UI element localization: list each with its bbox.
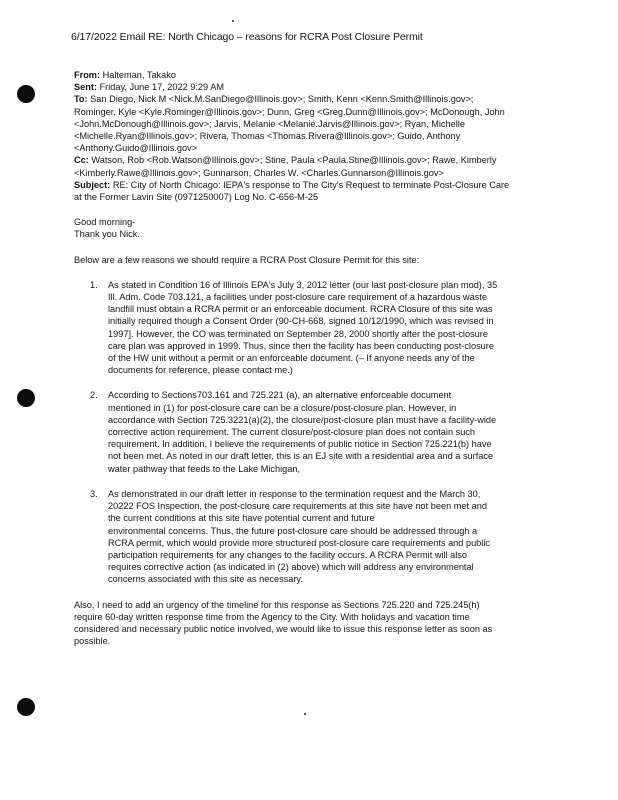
item-text-line: requirement. In addition, I believe the requirements of public notice in Section 725.221(b) have [108, 439, 492, 450]
closing-text-line: require 60-day written response time from the Agency to the City. With holidays and vacation time [74, 611, 470, 622]
item-text-line: water pathway that feeds to the Lake Michigan, [108, 463, 301, 474]
item-text-line: participation requirements for any changes to the facility occurs. A RCRA Permit will also [108, 549, 467, 560]
binder-hole [17, 389, 35, 407]
sent-label: Sent: [74, 82, 97, 93]
cc-line [74, 154, 574, 166]
cc-recipients: Watson, Rob <Rob.Watson@Illinois.gov>; Stine, Paula <Paula.Stine@Illinois.gov>; Rawe, Kimberly [91, 155, 497, 166]
to-line: Rominger, Kyle <Kyle.Rominger@Illinois.gov>; Dunn, Greg <Greg.Dunn@Illinois.gov>; McDonough, John [74, 106, 505, 117]
item-text-line: landfill must obtain a RCRA permit or an enforceable document. RCRA Closure of this site was [108, 304, 493, 315]
item-text-line: RCRA permit, which would provide more structured post-closure care requirements and public [108, 537, 490, 548]
cc-label: Cc: [74, 155, 89, 166]
closing-paragraph [74, 599, 574, 648]
list-item [90, 389, 574, 474]
from-label: From: [74, 70, 101, 80]
closing-text-line: Also, I need to add an urgency of the timeline for this response as Sections 725.220 and 725.245(h) [74, 599, 480, 610]
document-title: 6/17/2022 Email RE: North Chicago – reasons for RCRA Post Closure Permit [71, 31, 423, 43]
list-item [90, 279, 574, 377]
email-body [74, 69, 574, 647]
closing-text-line: considered and necessary public notice involved, we would like to issue this response letter as soon as [74, 623, 493, 634]
item-text-line: initially required though a Consent Order (90-CH-668, signed 10/12/1990, which was revised in [108, 316, 494, 327]
intro-paragraph: Below are a few reasons we should require a RCRA Post Closure Permit for this site: [74, 254, 420, 265]
sent-value: Friday, June 17, 2022 9:29 AM [99, 82, 224, 93]
item-number: 3. [90, 488, 98, 499]
to-line [74, 93, 574, 105]
item-text-line: According to Sections703.161 and 725.221 (a), an alternative enforceable document [108, 390, 452, 401]
item-text-line: As stated in Condition 16 of Illinois EPA's July 3, 2012 letter (our last post-closure plan mod), 35 [108, 279, 498, 290]
from-line [74, 69, 574, 81]
item-text-line: accordance with Section 725.3221(a)(2), the closure/post-closure plan must have a facility-wide [108, 414, 497, 425]
sent-line [74, 81, 574, 93]
item-text-line: mentioned in (1) for post-closure care can be a closure/post-closure plan. However, in [108, 402, 457, 413]
item-text-line: Ill. Adm. Code 703.121, a facilities under post-closure care requirement of a hazardous waste [108, 292, 487, 303]
item-text-line: documents for reference, please contact me.) [108, 365, 293, 376]
scan-speck [232, 20, 234, 22]
item-text-line: As demonstrated in our draft letter in response to the termination request and the March 30, [108, 488, 481, 499]
item-text-line: not been met. As noted in our draft letter, this is an EJ site with a residential area and a surface [108, 451, 494, 462]
item-text-line: care plan was approved in 1999. Thus, since then the facility has been conducting post-closure [108, 340, 494, 351]
item-text-line: requires corrective action (as indicated in (2) above) which will address any environmental [108, 562, 474, 573]
item-number: 1. [90, 279, 98, 290]
to-line: <Anthony.Guido@Illinois.gov> [74, 143, 198, 154]
item-text-line: environmental concerns. Thus, the future post-closure care should be addressed through a [108, 525, 478, 536]
item-text-line: of the HW unit without a permit or an enforceable document. (– If anyone needs any of the [108, 353, 475, 364]
scan-speck [304, 713, 306, 715]
to-recipients: San Diego, Nick M <Nick.M.SanDiego@Illinois.gov>; Smith, Kenn <Kenn.Smith@Illinois.gov>; [90, 94, 474, 105]
subject-line: at the Former Lavin Site (0971250007) Log No. C-656-M-25 [74, 192, 319, 203]
thanks-line: Thank you Nick. [74, 229, 140, 240]
cc-line: <Kimberly.Rawe@Illinois.gov>; Gunnarson, Charles W. <Charles.Gunnarson@Illinois.gov> [74, 167, 444, 178]
subject-line [74, 179, 574, 191]
subject-label: Subject: [74, 179, 111, 190]
binder-hole [17, 698, 35, 716]
to-label: To: [74, 94, 88, 105]
item-text-line: corrective action requirement. The current closure/post-closure plan does not contain such [108, 427, 476, 438]
binder-hole [17, 85, 35, 103]
item-text-line: concerns associated with this site as necessary. [108, 574, 303, 585]
subject-value: RE: City of North Chicago: IEPA's response to The City's Request to terminate Post-Closure Care [112, 179, 510, 190]
reasons-list [90, 279, 574, 586]
closing-text-line: possible. [74, 636, 111, 647]
item-text-line: 1997]. However, the CO was terminated on September 28, 2000 shortly after the post-closure [108, 328, 488, 339]
from-value: Halteman, Takako [102, 70, 176, 80]
item-number: 2. [90, 390, 98, 401]
item-text-line: the current conditions at this site have potential current and future [108, 513, 375, 524]
to-line: <Michelle.Ryan@Illinois.gov>; Rivera, Thomas <Thomas.Rivera@Illinois.gov>; Guido, Anthony [74, 131, 461, 142]
to-line: <John.McDonough@Illinois.gov>; Jarvis, Melanie <Melanie.Jarvis@Illinois.gov>; Ryan, Michelle [74, 118, 465, 129]
list-item [90, 488, 574, 586]
item-text-line: 20222 FOS Inspection, the post-closure care requirements at this site have not been met and [108, 501, 487, 512]
greeting: Good morning- [74, 217, 136, 228]
